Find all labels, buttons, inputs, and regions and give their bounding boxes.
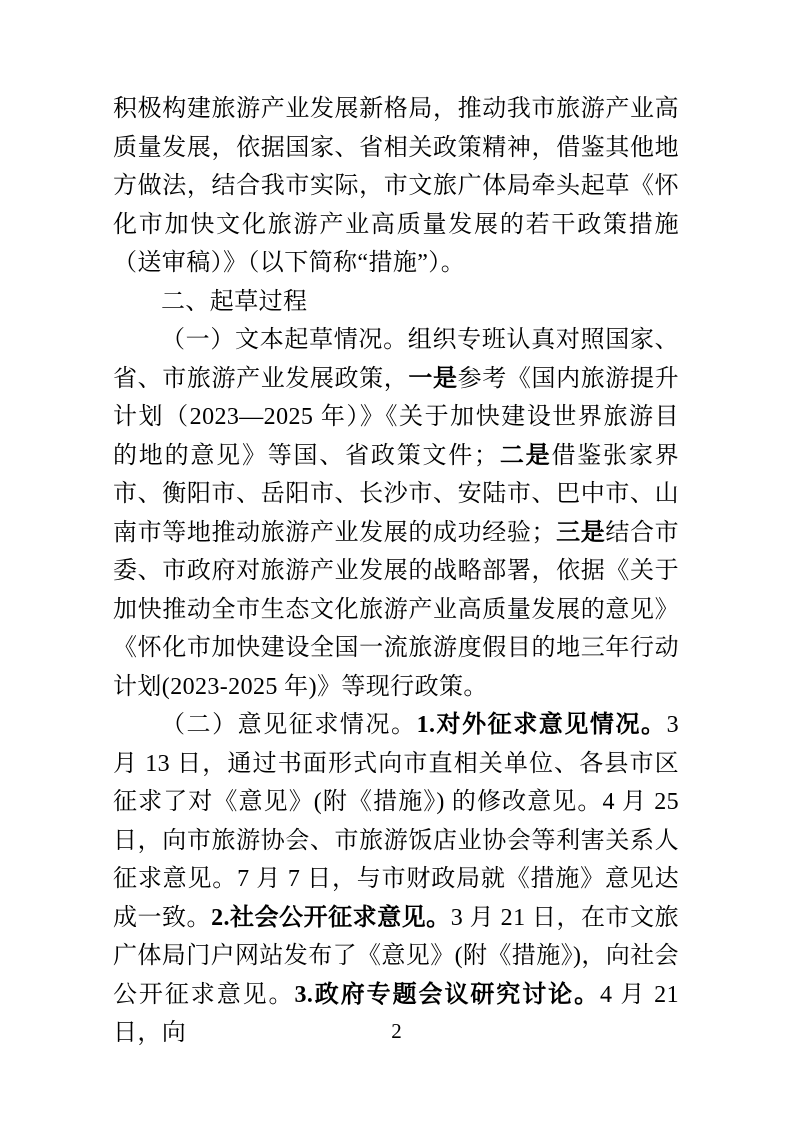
paragraph	[113, 706, 679, 1053]
text-run: 二、起草过程	[161, 288, 308, 315]
text-run-bold: 三是	[555, 519, 606, 546]
paragraph	[113, 321, 679, 706]
page-number: 2	[391, 1019, 402, 1043]
text-run-bold: 一是	[408, 365, 458, 392]
paragraph	[113, 283, 679, 322]
paragraph	[113, 90, 679, 283]
text-run: 积极构建旅游产业发展新格局，推动我市旅游产业高质量发展，依据国家、省相关政策精神，借鉴其他地方做法，结合我市实际，市文旅广体局牵头起草《怀化市加快文化旅游产业高质量发展的若干政策措施（送审稿）》（以下简称“措施”）。	[113, 96, 679, 276]
text-run: （一）文本起草情况。组织专班认真对照国家、省、市旅游产业发展政策，	[113, 327, 679, 392]
document-body	[113, 90, 679, 1053]
text-run: 4 月 21 日，向	[113, 981, 679, 1046]
text-run: （二）意见征求情况。	[161, 712, 417, 738]
text-run: 借鉴张家界市、衡阳市、岳阳市、长沙市、安陆市、巴中市、山南市等地推动旅游产业发展的成功经验；	[113, 442, 680, 546]
text-run: 结合市委、市政府对旅游产业发展的战略部署，依据《关于加快推动全市生态文化旅游产业高质量发展的意见》《怀化市加快建设全国一流旅游度假目的地三年行动计划(2023-2025 年)》等现行政策。	[113, 519, 679, 700]
text-run: 3 月 21 日，在市文旅广体局门户网站发布了《意见》(附《措施》)，向社会公开征求意见。	[113, 904, 679, 1008]
text-run-bold: 二是	[498, 442, 552, 469]
text-run: 3 月 13 日，通过书面形式向市直相关单位、各县市区征求了对《意见》(附《措施》) 的修改意见。4 月 25 日，向市旅游协会、市旅游饭店业协会等利害关系人征求意见。7 月 7 日，与市财政局就《措施》意见达成一致。	[113, 712, 679, 931]
text-run-bold: 2.社会公开征求意见。	[211, 904, 451, 931]
text-run-bold: 3.政府专题会议研究讨论。	[294, 981, 600, 1008]
text-run: 参考《国内旅游提升计划（2023—2025 年）》《关于加快建设世界旅游目的地的意见》等国、省政策文件；	[113, 365, 679, 469]
text-run-bold: 1.对外征求意见情况。	[416, 712, 667, 738]
